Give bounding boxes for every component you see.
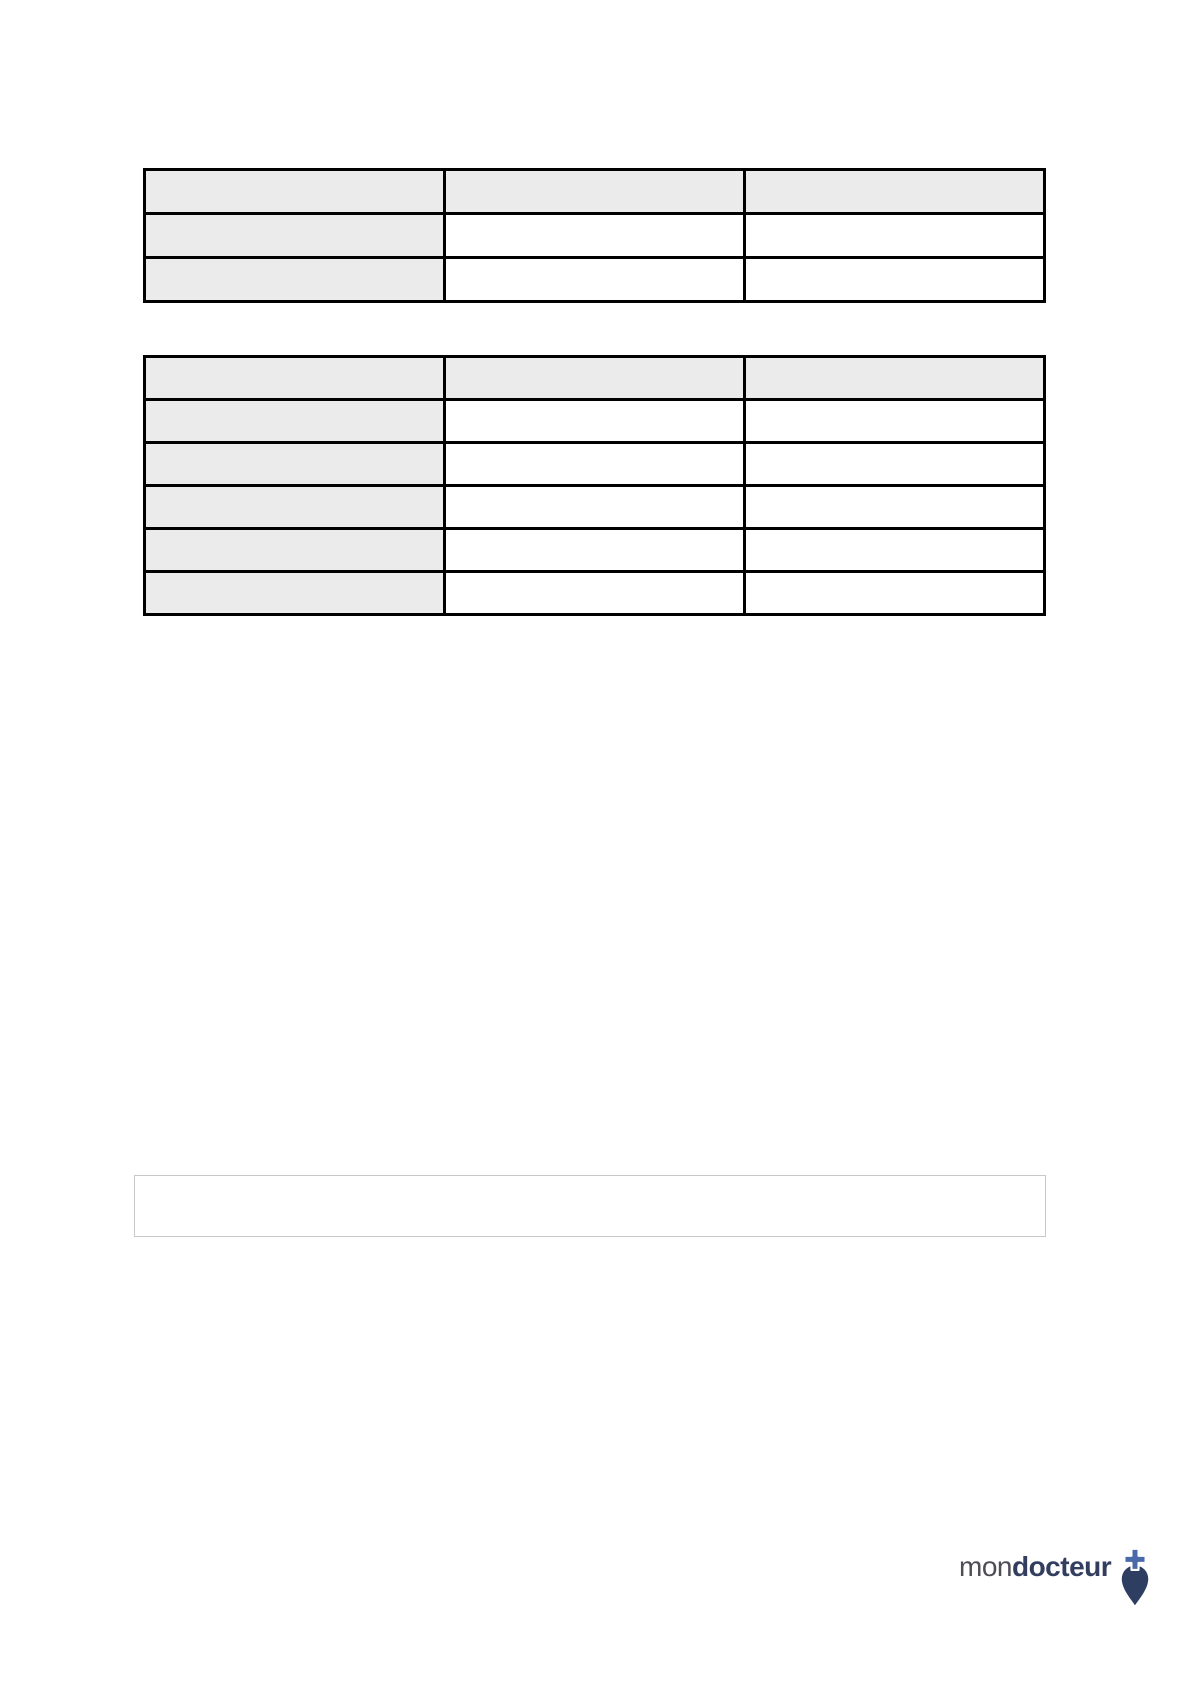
value-cell bbox=[445, 572, 745, 615]
value-cell bbox=[445, 529, 745, 572]
value-cell bbox=[745, 258, 1045, 302]
header-cell bbox=[445, 170, 745, 214]
label-cell bbox=[145, 486, 445, 529]
header-cell bbox=[145, 357, 445, 400]
value-cell bbox=[445, 214, 745, 258]
value-cell bbox=[445, 258, 745, 302]
table-bottom bbox=[143, 355, 1046, 616]
header-row bbox=[145, 170, 1045, 214]
value-cell bbox=[445, 443, 745, 486]
table-row bbox=[145, 572, 1045, 615]
label-cell bbox=[145, 400, 445, 443]
header-cell bbox=[445, 357, 745, 400]
logo-wordmark bbox=[959, 1551, 1111, 1583]
table-row bbox=[145, 400, 1045, 443]
logo-text-docteur: docteur bbox=[1011, 1551, 1112, 1582]
table-row bbox=[145, 529, 1045, 572]
header-cell bbox=[745, 357, 1045, 400]
label-cell bbox=[145, 214, 445, 258]
header-cell bbox=[745, 170, 1045, 214]
value-cell bbox=[745, 529, 1045, 572]
value-cell bbox=[745, 443, 1045, 486]
logo-text-mon: mon bbox=[959, 1551, 1012, 1582]
header-cell bbox=[145, 170, 445, 214]
table-row bbox=[145, 214, 1045, 258]
notes-box[interactable] bbox=[134, 1175, 1046, 1237]
label-cell bbox=[145, 572, 445, 615]
value-cell bbox=[445, 400, 745, 443]
table-row bbox=[145, 258, 1045, 302]
location-pin-plus-icon bbox=[1119, 1547, 1151, 1607]
table-top bbox=[143, 168, 1046, 303]
label-cell bbox=[145, 529, 445, 572]
label-cell bbox=[145, 443, 445, 486]
value-cell bbox=[445, 486, 745, 529]
value-cell bbox=[745, 214, 1045, 258]
value-cell bbox=[745, 400, 1045, 443]
value-cell bbox=[745, 572, 1045, 615]
header-row bbox=[145, 357, 1045, 400]
value-cell bbox=[745, 486, 1045, 529]
table-row bbox=[145, 443, 1045, 486]
table-row bbox=[145, 486, 1045, 529]
label-cell bbox=[145, 258, 445, 302]
